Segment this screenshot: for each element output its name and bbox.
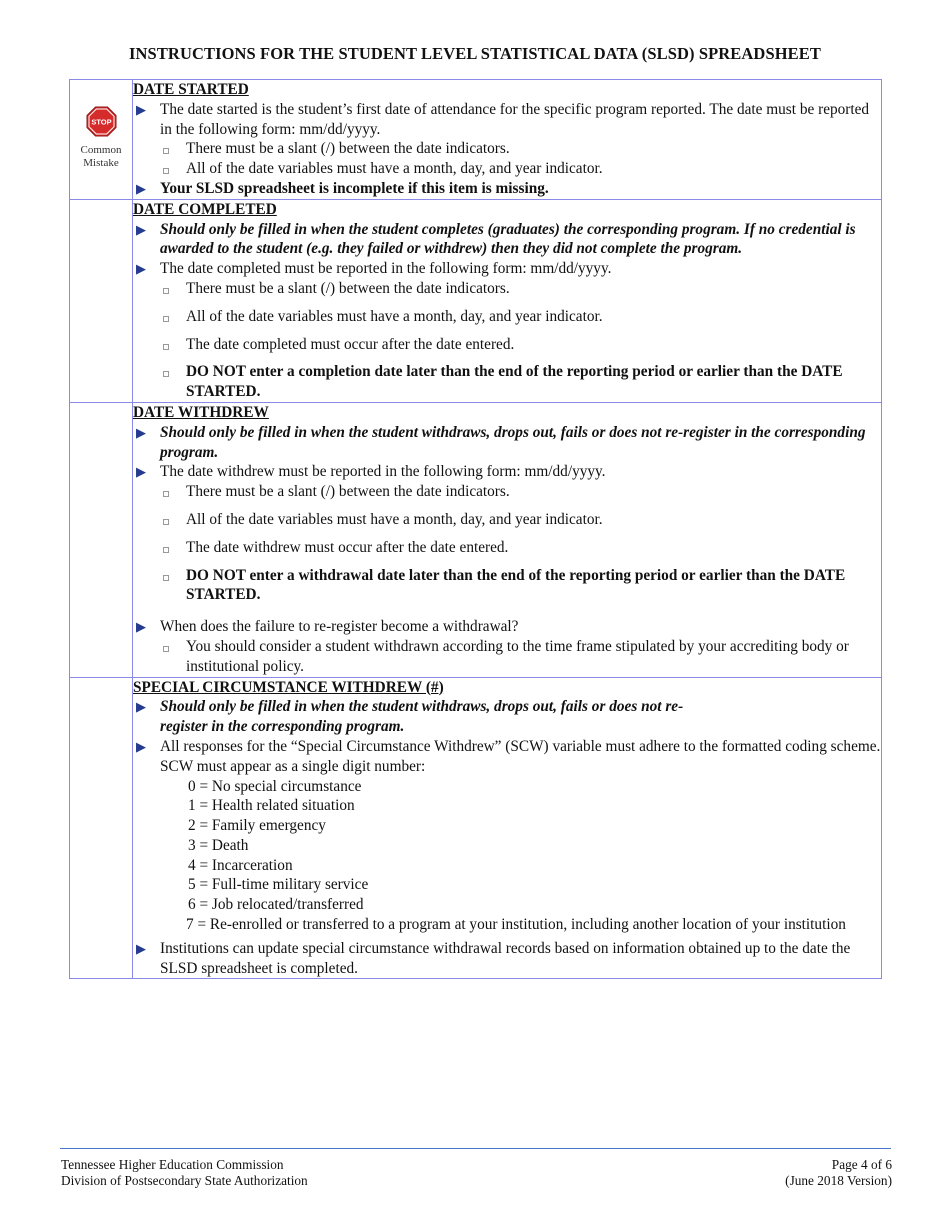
sub-bullet: All of the date variables must have a month, day, and year indicator. xyxy=(133,307,881,327)
code-item: 7 = Re-enrolled or transferred to a program at your institution, including another location of your institution xyxy=(186,916,846,934)
footer-divider xyxy=(60,1148,891,1149)
sub-bullet: All of the date variables must have a month, day, and year indicator. xyxy=(133,159,881,179)
code-item: 6 = Job relocated/transferred xyxy=(188,896,364,914)
footer-division: Division of Postsecondary State Authorization xyxy=(61,1172,308,1188)
section-heading: DATE COMPLETED xyxy=(133,200,277,218)
section-date-withdrew xyxy=(70,402,882,677)
code-item: 1 = Health related situation xyxy=(188,797,355,815)
bullet: ▶ The date withdrew must be reported in the following form: mm/dd/yyyy. xyxy=(133,462,881,482)
sub-bullet: All of the date variables must have a month, day, and year indicator. xyxy=(133,510,881,530)
code-item: 0 = No special circumstance xyxy=(188,777,362,795)
version-label: (June 2018 Version) xyxy=(785,1172,892,1188)
page-title: INSTRUCTIONS FOR THE STUDENT LEVEL STATISTICAL DATA (SLSD) SPREADSHEET xyxy=(129,44,821,63)
sub-bullet: DO NOT enter a withdrawal date later than the end of the reporting period or earlier than the DATE STARTED. xyxy=(133,566,881,606)
common-mistake-caption: Common Mistake xyxy=(80,144,122,169)
content-cell xyxy=(133,80,882,200)
common-mistake-marker xyxy=(70,106,132,169)
bullet: ▶ When does the failure to re-register become a withdrawal? xyxy=(133,617,881,637)
section-date-completed xyxy=(70,199,882,402)
bullet: ▶ Should only be filled in when the student withdraws, drops out, fails or does not re- register in the corresponding program. xyxy=(133,697,881,737)
sub-bullet: There must be a slant (/) between the date indicators. xyxy=(133,279,881,299)
bullet: ▶ Should only be filled in when the student withdraws, drops out, fails or does not re-register in the corresponding program. xyxy=(133,423,881,463)
footer-left xyxy=(61,1157,308,1188)
section-heading: DATE WITHDREW xyxy=(133,403,269,421)
section-date-started xyxy=(70,80,882,200)
icon-cell xyxy=(70,402,133,677)
footer-right xyxy=(785,1157,892,1188)
section-special-circumstance-withdrew xyxy=(70,677,882,979)
bullet: ▶ The date completed must be reported in the following form: mm/dd/yyyy. xyxy=(133,259,881,279)
footer-org: Tennessee Higher Education Commission xyxy=(61,1157,284,1172)
scw-note: SCW must appear as a single digit number: xyxy=(160,757,426,775)
sub-bullet: There must be a slant (/) between the date indicators. xyxy=(133,482,881,502)
bullet: ▶ The date started is the student’s first date of attendance for the specific program reported. The date must be reported in the following form: mm/dd/yyyy. xyxy=(133,100,881,140)
section-heading: SPECIAL CIRCUMSTANCE WITHDREW (#) xyxy=(133,678,444,696)
page-number: Page 4 of 6 xyxy=(831,1157,892,1172)
icon-cell xyxy=(70,80,133,200)
instructions-table xyxy=(69,79,882,979)
stop-sign-text: STOP xyxy=(90,117,112,127)
section-heading: DATE STARTED xyxy=(133,81,249,98)
bullet: ▶ Institutions can update special circumstance withdrawal records based on information obtained up to the date the SLSD spreadsheet is completed. xyxy=(133,939,881,979)
sub-bullet: There must be a slant (/) between the date indicators. xyxy=(133,139,881,159)
code-item: 5 = Full-time military service xyxy=(188,876,369,894)
icon-cell xyxy=(70,199,133,402)
sub-bullet: You should consider a student withdrawn according to the time frame stipulated by your accrediting body or institutional policy. xyxy=(133,637,881,677)
code-item: 4 = Incarceration xyxy=(188,856,293,874)
icon-cell xyxy=(70,677,133,979)
content-cell xyxy=(133,199,882,402)
content-cell xyxy=(133,677,882,979)
code-item: 3 = Death xyxy=(188,836,249,854)
bullet: ▶ All responses for the “Special Circumstance Withdrew” (SCW) variable must adhere to the formatted coding scheme. xyxy=(133,737,881,757)
sub-bullet: DO NOT enter a completion date later than the end of the reporting period or earlier than the DATE STARTED. xyxy=(133,362,881,402)
stop-sign-icon xyxy=(86,106,117,137)
bullet: ▶ Should only be filled in when the student completes (graduates) the corresponding program. If no credential is awarded to the student (e.g. they failed or withdrew) then they did not complete the program. xyxy=(133,220,881,260)
code-item: 2 = Family emergency xyxy=(188,817,326,835)
sub-bullet: The date withdrew must occur after the date entered. xyxy=(133,538,881,558)
content-cell xyxy=(133,402,882,677)
bullet: ▶ Your SLSD spreadsheet is incomplete if this item is missing. xyxy=(133,179,881,199)
sub-bullet: The date completed must occur after the date entered. xyxy=(133,335,881,355)
